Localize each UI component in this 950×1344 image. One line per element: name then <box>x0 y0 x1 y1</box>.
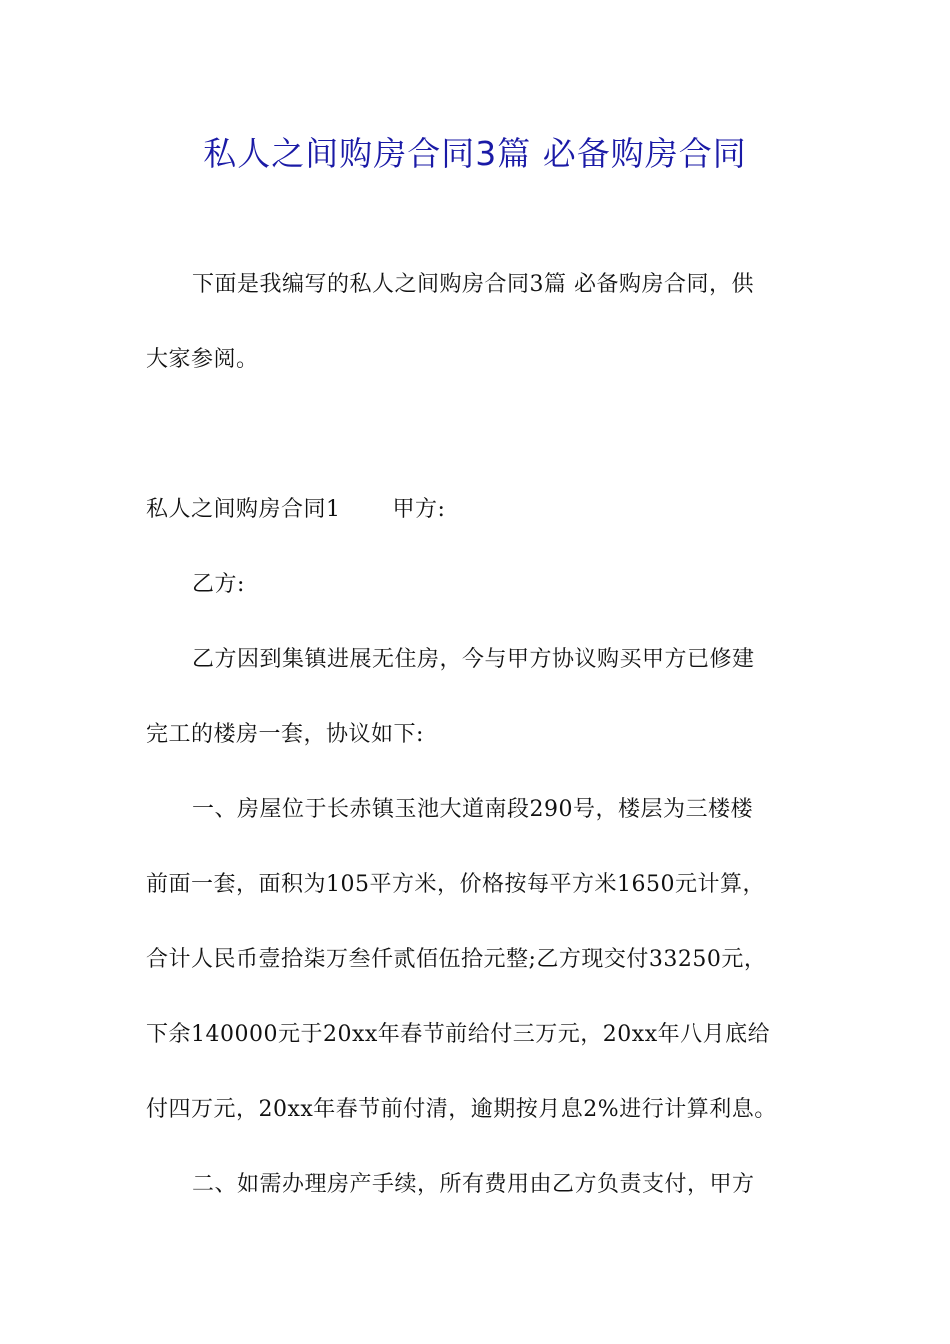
paragraph1-line-2: 完工的楼房一套，协议如下: <box>146 722 424 747</box>
paragraph2-line-2: 前面一套，面积为105平方米，价格按每平方米1650元计算， <box>146 872 765 897</box>
paragraph1-line-1: 乙方因到集镇进展无住房，今与甲方协议购买甲方已修建 <box>192 647 755 672</box>
paragraph2-line-4: 下余140000元于20xx年春节前给付三万元，20xx年八月底给 <box>146 1022 771 1047</box>
party-b-label: 乙方: <box>192 572 245 597</box>
paragraph2-line-1: 一、房屋位于长赤镇玉池大道南段290号，楼层为三楼楼 <box>192 797 753 822</box>
document-title: 私人之间购房合同3篇 必备购房合同 <box>203 134 747 173</box>
paragraph3-line-1: 二、如需办理房产手续，所有费用由乙方负责支付，甲方 <box>192 1172 755 1197</box>
paragraph2-line-3: 合计人民币壹拾柒万叁仟贰佰伍拾元整;乙方现交付33250元， <box>146 947 767 972</box>
section-heading-row <box>146 495 445 525</box>
section-heading: 私人之间购房合同1 <box>146 497 341 522</box>
intro-line-2: 大家参阅。 <box>146 347 259 372</box>
party-a-label: 甲方: <box>392 497 446 522</box>
paragraph2-line-5: 付四万元，20xx年春节前付清，逾期按月息2%进行计算利息。 <box>146 1097 777 1122</box>
intro-line-1: 下面是我编写的私人之间购房合同3篇 必备购房合同，供 <box>192 272 754 297</box>
